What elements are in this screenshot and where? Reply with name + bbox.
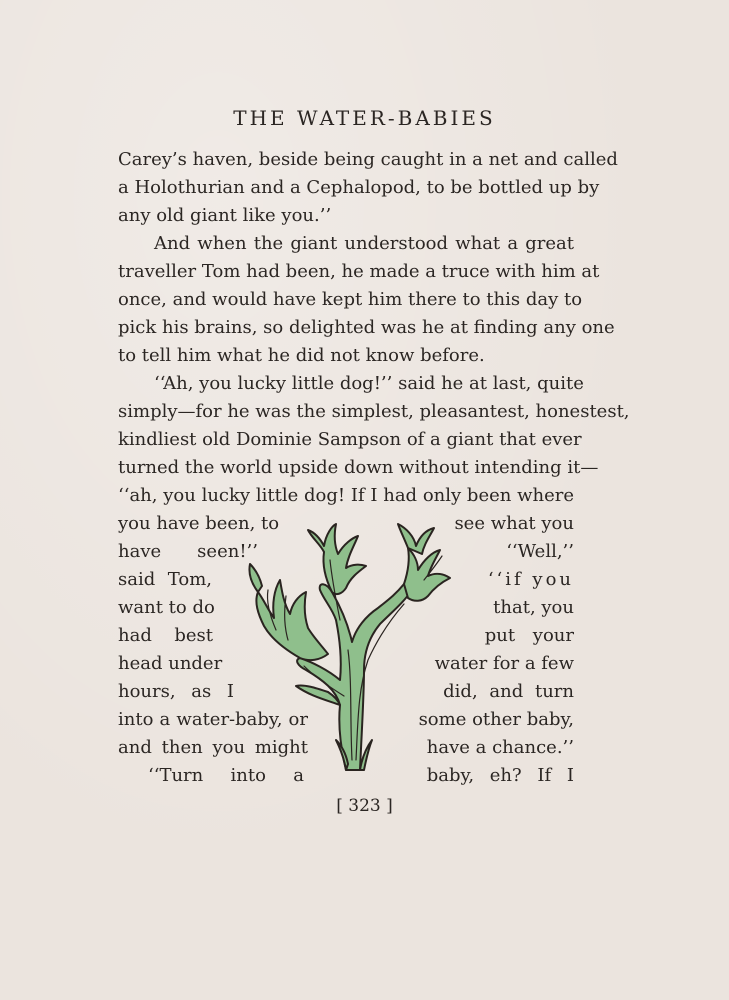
seaweed-illustration-icon (228, 520, 473, 776)
text-line: Carey’s haven, beside being caught in a net and called (118, 149, 618, 170)
left-column-line: into a water-baby, or (118, 709, 308, 730)
left-column-line: you have been, to (118, 513, 280, 534)
left-column-line: said Tom, (118, 569, 212, 590)
left-column-line: want to do (118, 597, 215, 618)
right-column-line: that, you (493, 597, 574, 618)
right-column-line: ‘‘if you (487, 569, 574, 590)
right-column-line: ‘‘Well,’’ (506, 541, 574, 562)
text-line: ‘‘ah, you lucky little dog! If I had only been where (118, 485, 574, 506)
page-number: [ 323 ] (336, 796, 393, 816)
left-column-line: and then you might (118, 737, 308, 758)
left-column-line: head under (118, 653, 223, 674)
right-column-line: baby, eh? If I (426, 765, 574, 786)
left-column-line: have seen!’’ (118, 541, 258, 562)
text-line: any old giant like you.’’ (118, 205, 332, 226)
text-line: turned the world upside down without intending it— (118, 457, 599, 478)
left-column-line: had best (118, 625, 213, 646)
text-line: pick his brains, so delighted was he at finding any one (118, 317, 615, 338)
left-column-line: hours, as I (118, 681, 234, 702)
right-column-line: see what you (454, 513, 574, 534)
right-column-line: did, and turn (443, 681, 574, 702)
right-column-line: water for a few (434, 653, 574, 674)
text-line: kindliest old Dominie Sampson of a giant that ever (118, 429, 582, 450)
text-line: a Holothurian and a Cephalopod, to be bottled up by (118, 177, 600, 198)
right-column-line: some other baby, (418, 709, 574, 730)
right-column-line: have a chance.’’ (426, 737, 574, 758)
text-line: ‘‘Ah, you lucky little dog!’’ said he at last, quite (154, 373, 584, 394)
text-line: simply—for he was the simplest, pleasantest, honestest, (118, 401, 630, 422)
text-line: to tell him what he did not know before. (118, 345, 485, 366)
right-column-line: put your (484, 625, 574, 646)
left-column-line: ‘‘Turn into a (148, 765, 304, 786)
text-line: once, and would have kept him there to this day to (118, 289, 583, 310)
running-header: THE WATER-BABIES (233, 106, 496, 130)
text-line: traveller Tom had been, he made a truce with him at (118, 261, 600, 282)
text-line: And when the giant understood what a great (154, 233, 574, 254)
